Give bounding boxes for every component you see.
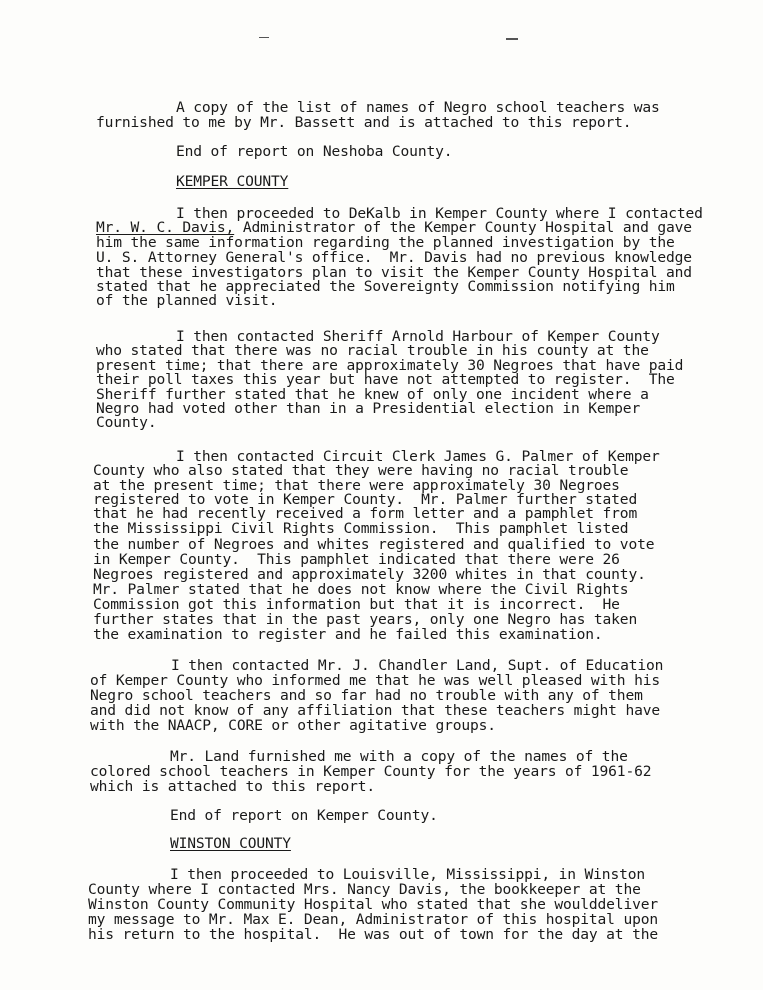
text-line: that these investigators plan to visit the Kemper County Hospital and bbox=[96, 264, 692, 281]
text-line: Commission got this information but that it is incorrect. He bbox=[93, 596, 620, 613]
text-line: I then proceeded to DeKalb in Kemper County where I contacted bbox=[176, 205, 703, 222]
text-line: that he had recently received a form letter and a pamphlet from bbox=[93, 505, 638, 522]
text-line: the Mississippi Civil Rights Commission. This pamphlet listed bbox=[93, 520, 629, 537]
text-line: at the present time; that there were approximately 30 Negroes bbox=[93, 477, 620, 494]
text-line: his return to the hospital. He was out of town for the day at the bbox=[88, 926, 658, 943]
text-line: I then contacted Circuit Clerk James G. Palmer of Kemper bbox=[176, 448, 660, 465]
text-line: my message to Mr. Max E. Dean, Administrator of this hospital upon bbox=[88, 911, 658, 928]
text-line: I then proceeded to Louisville, Mississippi, in Winston bbox=[170, 866, 645, 883]
text-line: County where I contacted Mrs. Nancy Davis, the bookkeeper at the bbox=[88, 881, 641, 898]
text-line: their poll taxes this year but have not attempted to register. The bbox=[96, 371, 675, 388]
text-line: County who also stated that they were having no racial trouble bbox=[93, 462, 629, 479]
section-heading-kemper: KEMPER COUNTY bbox=[176, 173, 289, 190]
text-line: in Kemper County. This pamphlet indicated that there were 26 bbox=[93, 551, 620, 568]
text-span: Administrator of the Kemper County Hospital and gave bbox=[234, 219, 692, 236]
text-line: the examination to register and he failed this examination. bbox=[93, 626, 603, 643]
text-line: I then contacted Sheriff Arnold Harbour of Kemper County bbox=[176, 328, 660, 345]
text-line: County. bbox=[96, 414, 157, 431]
scan-mark bbox=[506, 38, 518, 40]
text-line: registered to vote in Kemper County. Mr. Palmer further stated bbox=[93, 491, 638, 508]
text-line: Mr. Palmer stated that he does not know where the Civil Rights bbox=[93, 581, 629, 598]
text-line: U. S. Attorney General's office. Mr. Davis had no previous knowledge bbox=[96, 249, 692, 266]
text-line: who stated that there was no racial trouble in his county at the bbox=[96, 342, 649, 359]
text-line: A copy of the list of names of Negro school teachers was bbox=[176, 99, 660, 116]
text-line: stated that he appreciated the Sovereignty Commission notifying him bbox=[96, 278, 675, 295]
scan-mark bbox=[259, 37, 269, 38]
text-line: Mr. Land furnished me with a copy of the names of the bbox=[170, 748, 628, 765]
text-line: Negroes registered and approximately 3200 whites in that county. bbox=[93, 566, 646, 583]
text-line: Winston County Community Hospital who stated that she woulddeliver bbox=[88, 896, 658, 913]
text-line: of Kemper County who informed me that he was well pleased with his bbox=[90, 672, 660, 689]
text-line: further states that in the past years, only one Negro has taken bbox=[93, 611, 638, 628]
text-line: which is attached to this report. bbox=[90, 778, 375, 795]
text-line: Negro had voted other than in a Presidential election in Kemper bbox=[96, 400, 641, 417]
text-line bbox=[96, 220, 692, 235]
text-line: of the planned visit. bbox=[96, 292, 278, 309]
text-line: Sheriff further stated that he knew of only one incident where a bbox=[96, 386, 649, 403]
text-line: present time; that there are approximately 30 Negroes that have paid bbox=[96, 357, 684, 374]
text-line: him the same information regarding the planned investigation by the bbox=[96, 234, 675, 251]
underlined-name: Mr. W. C. Davis, bbox=[96, 219, 235, 236]
text-line: Negro school teachers and so far had no trouble with any of them bbox=[90, 687, 643, 704]
text-line: and did not know of any affiliation that these teachers might have bbox=[90, 702, 660, 719]
text-line: the number of Negroes and whites registered and qualified to vote bbox=[93, 536, 655, 553]
text-line: furnished to me by Mr. Bassett and is attached to this report. bbox=[96, 114, 632, 131]
text-line: colored school teachers in Kemper County for the years of 1961-62 bbox=[90, 763, 652, 780]
section-heading-winston: WINSTON COUNTY bbox=[170, 835, 291, 852]
end-of-report: End of report on Kemper County. bbox=[170, 807, 438, 824]
end-of-report: End of report on Neshoba County. bbox=[176, 143, 453, 160]
text-line: I then contacted Mr. J. Chandler Land, Supt. of Education bbox=[171, 657, 664, 674]
text-line: with the NAACP, CORE or other agitative groups. bbox=[90, 717, 496, 734]
